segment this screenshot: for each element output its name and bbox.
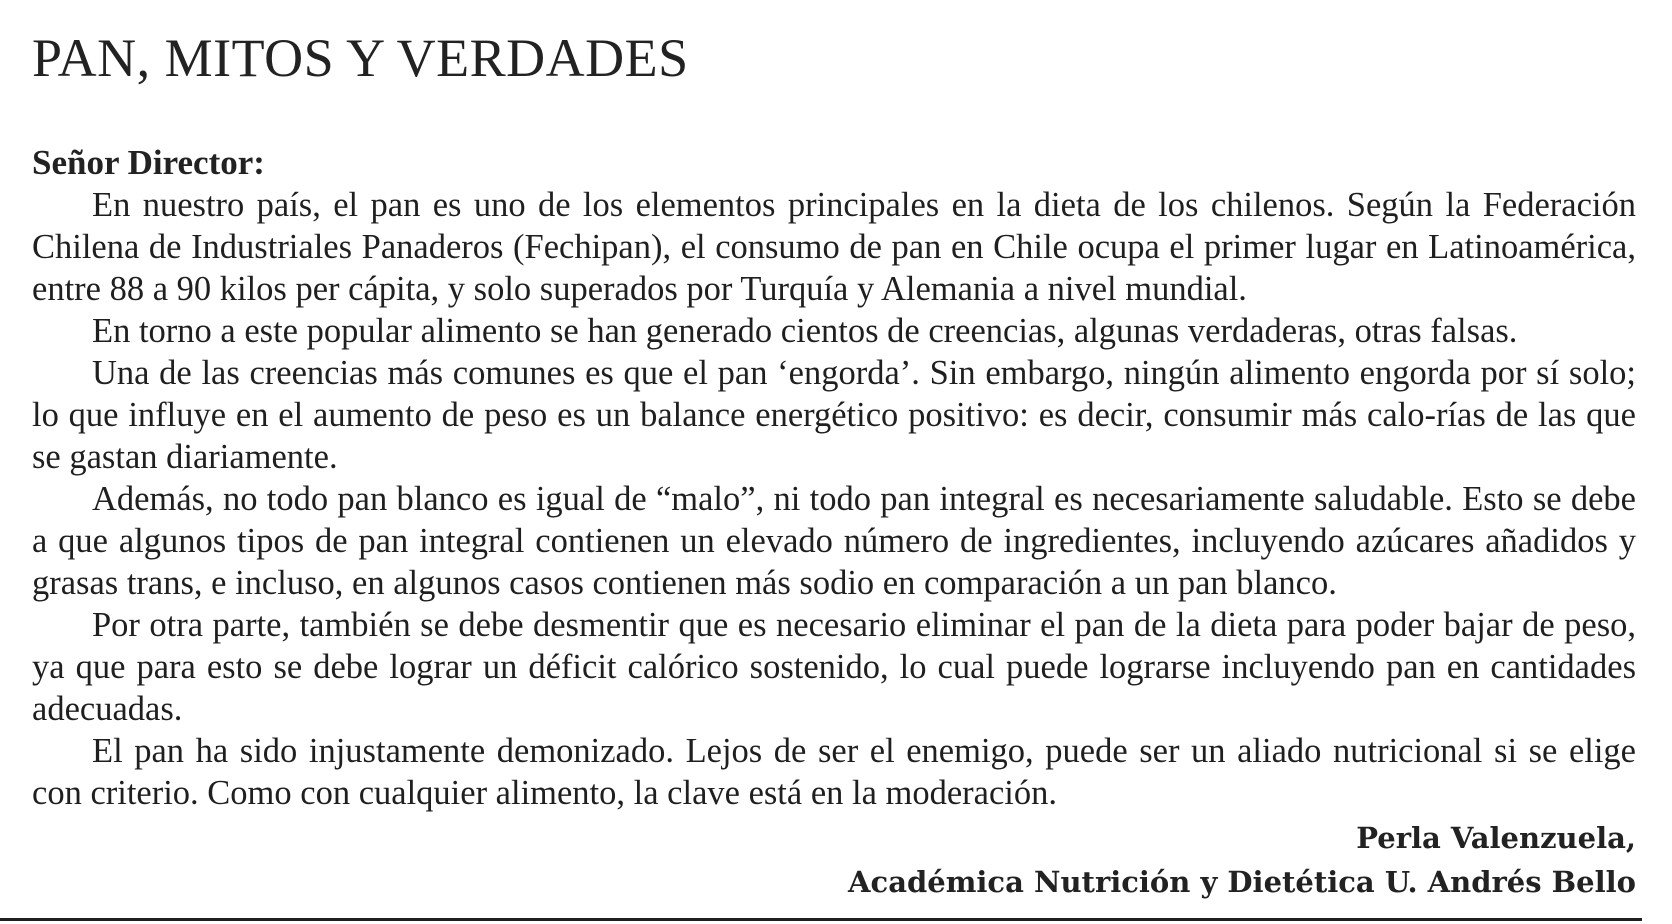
signature-block: [32, 816, 1636, 904]
paragraph: Por otra parte, también se debe desmentir que es necesario eliminar el pan de la dieta para poder bajar de peso, ya que para esto se debe lograr un déficit calórico sostenido, lo cual puede lograrse incluyendo pan en cantidades adecuadas.: [32, 606, 1636, 728]
bottom-rule: [0, 918, 1642, 921]
paragraph: El pan ha sido injustamente demonizado. Lejos de ser el enemigo, puede ser un aliado nutricional si se elige con criterio. Como con cualquier alimento, la clave está en la moderación.: [32, 732, 1636, 812]
article-title: PAN, MITOS Y VERDADES: [32, 28, 689, 88]
paragraph: En nuestro país, el pan es uno de los elementos principales en la dieta de los chilenos. Según la Federación Chilena de Industriales Panaderos (Fechipan), el consumo de pan en Chile ocupa el primer lugar en Latinoamérica, entre 88 a 90 kilos per cápita, y solo superados por Turquía y Alemania a nivel mundial.: [32, 186, 1636, 308]
salutation: Señor Director:: [32, 143, 265, 182]
signature-name: Perla Valenzuela,: [1356, 821, 1636, 855]
paragraph: En torno a este popular alimento se han generado cientos de creencias, algunas verdaderas, otras falsas.: [92, 312, 1518, 350]
paragraph: Una de las creencias más comunes es que el pan ‘engorda’. Sin embargo, ningún alimento engorda por sí solo; lo que influye en el aumento de peso es un balance energético positivo: es decir, consumir más calo-rías de las que se gastan diariamente.: [32, 354, 1636, 476]
letter-body: [32, 184, 1636, 814]
signature-affiliation: Académica Nutrición y Dietética U. Andrés Bello: [848, 865, 1636, 899]
paragraph: Además, no todo pan blanco es igual de “malo”, ni todo pan integral es necesariamente saludable. Esto se debe a que algunos tipos de pan integral contienen un elevado número de ingredientes, incluyendo azúcares añadidos y grasas trans, e incluso, en algunos casos contienen más sodio en comparación a un pan blanco.: [32, 480, 1636, 602]
